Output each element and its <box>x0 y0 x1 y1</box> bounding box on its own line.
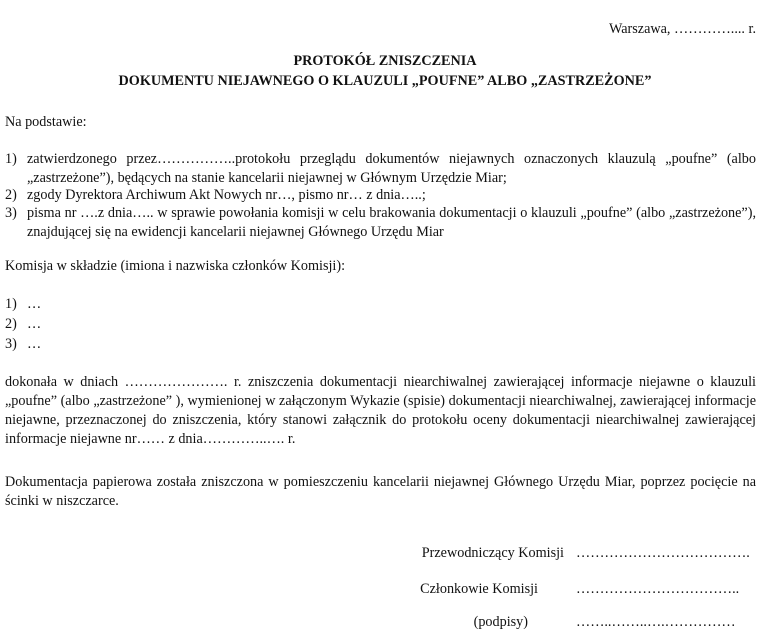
commission-member-3 <box>5 335 756 354</box>
destruction-statement: dokonała w dniach …………………. r. zniszczenia dokumentacji niearchiwalnej zawierającej informacje niejawne o klauzuli „poufne” (albo „zastrzeżone” ), wymienionej w załączonym Wykazie (spisie) dokumentacji niearchiwalnej, zawierającej informacje niejawne, przeznaczonej do zniszczenia, który stanowi załącznik do protokołu oceny dokumentacji niearchiwalnej zawierającej informacje niejawne nr…… z dnia…………..…. r. <box>5 374 756 447</box>
member-number: 2) <box>5 316 17 332</box>
members-label: Członkowie Komisji <box>420 581 538 597</box>
signatures-line: ……..……..….…………… <box>576 614 736 630</box>
member-number: 3) <box>5 336 17 352</box>
signatures-label: (podpisy) <box>473 614 528 630</box>
members-signature-line: …………………………….. <box>576 581 740 597</box>
chair-signature-line: ………………………………. <box>576 545 750 561</box>
commission-member-2 <box>5 315 756 334</box>
basis-item-number: 1) <box>5 151 17 167</box>
commission-intro: Komisja w składzie (imiona i nazwiska członków Komisji): <box>5 258 346 274</box>
member-name-placeholder: … <box>27 316 42 332</box>
member-name-placeholder: … <box>27 296 42 312</box>
document-title-line-2: DOKUMENTU NIEJAWNEGO O KLAUZULI „POUFNE” ALBO „ZASTRZEŻONE” <box>118 73 652 89</box>
basis-intro: Na podstawie: <box>5 114 87 130</box>
basis-item-text: zatwierdzonego przez……………..protokołu przeglądu dokumentów niejawnych oznaczonych klauzulą „poufne” (albo „zastrzeżone”), będących na stanie kancelarii niejawnej w Głównym Urzędzie Miar; <box>27 151 756 186</box>
chair-label: Przewodniczący Komisji <box>421 545 564 561</box>
member-number: 1) <box>5 296 17 312</box>
basis-item-2 <box>5 186 756 205</box>
city-date: Warszawa, ………….... r. <box>609 21 756 37</box>
destruction-method: Dokumentacja papierowa została zniszczona w pomieszczeniu kancelarii niejawnej Głównego Urzędu Miar, poprzez pocięcie na ścinki w niszczarce. <box>5 474 756 509</box>
basis-item-1 <box>5 150 756 188</box>
basis-item-text: zgody Dyrektora Archiwum Akt Nowych nr…, pismo nr… z dnia…..; <box>27 187 426 203</box>
member-name-placeholder: … <box>27 336 42 352</box>
basis-item-number: 3) <box>5 205 17 221</box>
basis-item-number: 2) <box>5 187 17 203</box>
commission-member-1 <box>5 295 756 314</box>
document-title-line-1: PROTOKÓŁ ZNISZCZENIA <box>293 53 477 69</box>
basis-item-text: pisma nr ….z dnia….. w sprawie powołania komisji w celu brakowania dokumentacji o klauzuli „poufne” (albo „zastrzeżone”), znajdującej się na ewidencji kancelarii niejawnej Głównego Urzędu Miar <box>27 205 756 240</box>
basis-item-3 <box>5 204 756 242</box>
